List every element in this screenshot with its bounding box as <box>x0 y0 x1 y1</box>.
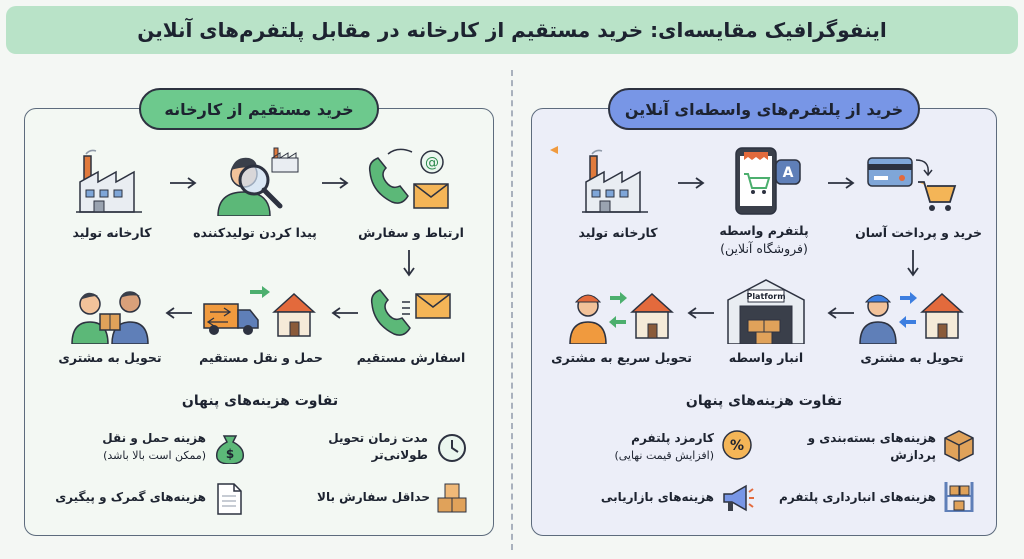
right-cost-packaging-sub: پردازش <box>890 448 936 462</box>
svg-text:%: % <box>729 438 745 454</box>
right-step-factory-label: کارخانه تولید <box>578 225 658 240</box>
right-cost-commission-sub: (افزایش قیمت نهایی) <box>614 449 714 462</box>
right-step-platform-sub: (فروشگاه آنلاین) <box>720 241 808 256</box>
left-panel-header-text: خرید مستقیم از کارخانه <box>164 99 354 119</box>
arrow-down-icon <box>906 248 920 278</box>
left-cost-shipping-sub: (ممکن است بالا باشد) <box>103 449 206 462</box>
clock-icon <box>436 432 468 464</box>
money-bag-icon <box>214 428 246 464</box>
left-cost-time-label: مدت زمان تحویل <box>328 431 428 445</box>
right-cost-packaging-label: هزینه‌های بسته‌بندی و <box>807 431 936 445</box>
right-cost-packaging <box>790 430 936 464</box>
arrow-left-icon <box>686 306 716 320</box>
right-cost-marketing-label: هزینه‌های بازاریابی <box>600 490 714 504</box>
left-cost-customs <box>50 489 206 506</box>
arrow-left-icon <box>330 306 360 320</box>
right-step-fast-delivery-label: تحویل سریع به مشتری <box>551 350 692 365</box>
card-cart-icon <box>864 150 960 216</box>
left-cost-time <box>306 430 428 464</box>
arrow-right-icon <box>168 176 198 190</box>
left-step-shipping-label: حمل و نقل مستقیم <box>199 350 323 365</box>
left-costs-title: تفاوت هزینه‌های پنهان <box>181 393 339 409</box>
left-cost-moq <box>300 489 430 506</box>
shelves-icon <box>942 480 976 514</box>
right-cost-storage <box>778 489 936 506</box>
right-cost-marketing <box>594 489 714 506</box>
megaphone-icon <box>720 482 756 514</box>
left-panel-header <box>139 88 379 130</box>
left-step-factory-label: کارخانه تولید <box>72 225 152 240</box>
left-step-contact-label: ارتباط و سفارش <box>358 225 464 240</box>
arrow-right-icon <box>320 176 350 190</box>
document-icon <box>214 482 244 516</box>
right-cost-storage-label: هزینه‌های انبارداری پلتفرم <box>779 490 936 504</box>
boxes-icon <box>436 482 468 514</box>
warehouse-icon <box>726 276 806 344</box>
factory-icon <box>72 148 152 214</box>
svg-text:A: A <box>782 165 794 181</box>
left-step-find-label: پیدا کردن تولیدکننده <box>193 225 317 240</box>
right-panel-header <box>608 88 920 130</box>
page-title <box>6 6 1018 54</box>
center-divider <box>511 70 513 550</box>
magnifier-person-icon <box>210 144 306 216</box>
right-step-warehouse-label: انبار واسطه <box>728 350 804 365</box>
left-cost-customs-label: هزینه‌های گمرک و پیگیری <box>55 490 206 504</box>
left-cost-time-sub: طولانی‌تر <box>371 448 428 462</box>
phone-order-icon <box>362 284 458 344</box>
arrow-right-icon <box>826 176 856 190</box>
right-cost-commission-label: کارمزد پلتفرم <box>631 431 714 445</box>
arrow-down-icon <box>402 248 416 278</box>
phone-mail-icon <box>360 144 456 216</box>
factory-icon <box>578 148 658 214</box>
left-cost-shipping-label: هزینه حمل و نقل <box>102 431 206 445</box>
decorative-triangle-icon <box>550 146 558 154</box>
right-step-purchase-label: خرید و پرداخت آسان <box>855 225 982 240</box>
left-step-delivery-label: تحویل به مشتری <box>58 350 162 365</box>
delivery-people-icon <box>68 280 152 344</box>
page-title-text: اینفوگرافیک مقایسه‌ای: خرید مستقیم از کارخانه در مقابل پلتفرم‌های آنلاین <box>137 18 887 42</box>
right-step-platform-label: پلتفرم واسطه <box>719 223 809 238</box>
right-costs-title: تفاوت هزینه‌های پنهان <box>685 393 843 409</box>
courier-house-icon <box>568 282 678 344</box>
svg-text:$: $ <box>225 447 235 461</box>
package-box-icon <box>942 428 976 462</box>
percent-badge-icon <box>720 428 754 462</box>
mobile-shop-icon <box>722 142 806 216</box>
left-cost-shipping <box>66 430 206 464</box>
courier-house-icon <box>858 282 968 344</box>
warehouse-sign-text: Platform <box>746 292 786 301</box>
right-panel-header-text: خرید از پلتفرم‌های واسطه‌ای آنلاین <box>624 99 904 119</box>
right-step-delivery-customer-label: تحویل به مشتری <box>860 350 964 365</box>
arrow-left-icon <box>164 306 194 320</box>
arrow-left-icon <box>826 306 856 320</box>
right-cost-commission <box>580 430 714 464</box>
arrow-right-icon <box>676 176 706 190</box>
svg-text:@: @ <box>425 155 439 171</box>
left-step-direct-order-label: اسفارش مستقیم <box>356 350 466 365</box>
truck-house-icon <box>200 282 320 344</box>
left-cost-moq-label: حداقل سفارش بالا <box>317 490 430 504</box>
